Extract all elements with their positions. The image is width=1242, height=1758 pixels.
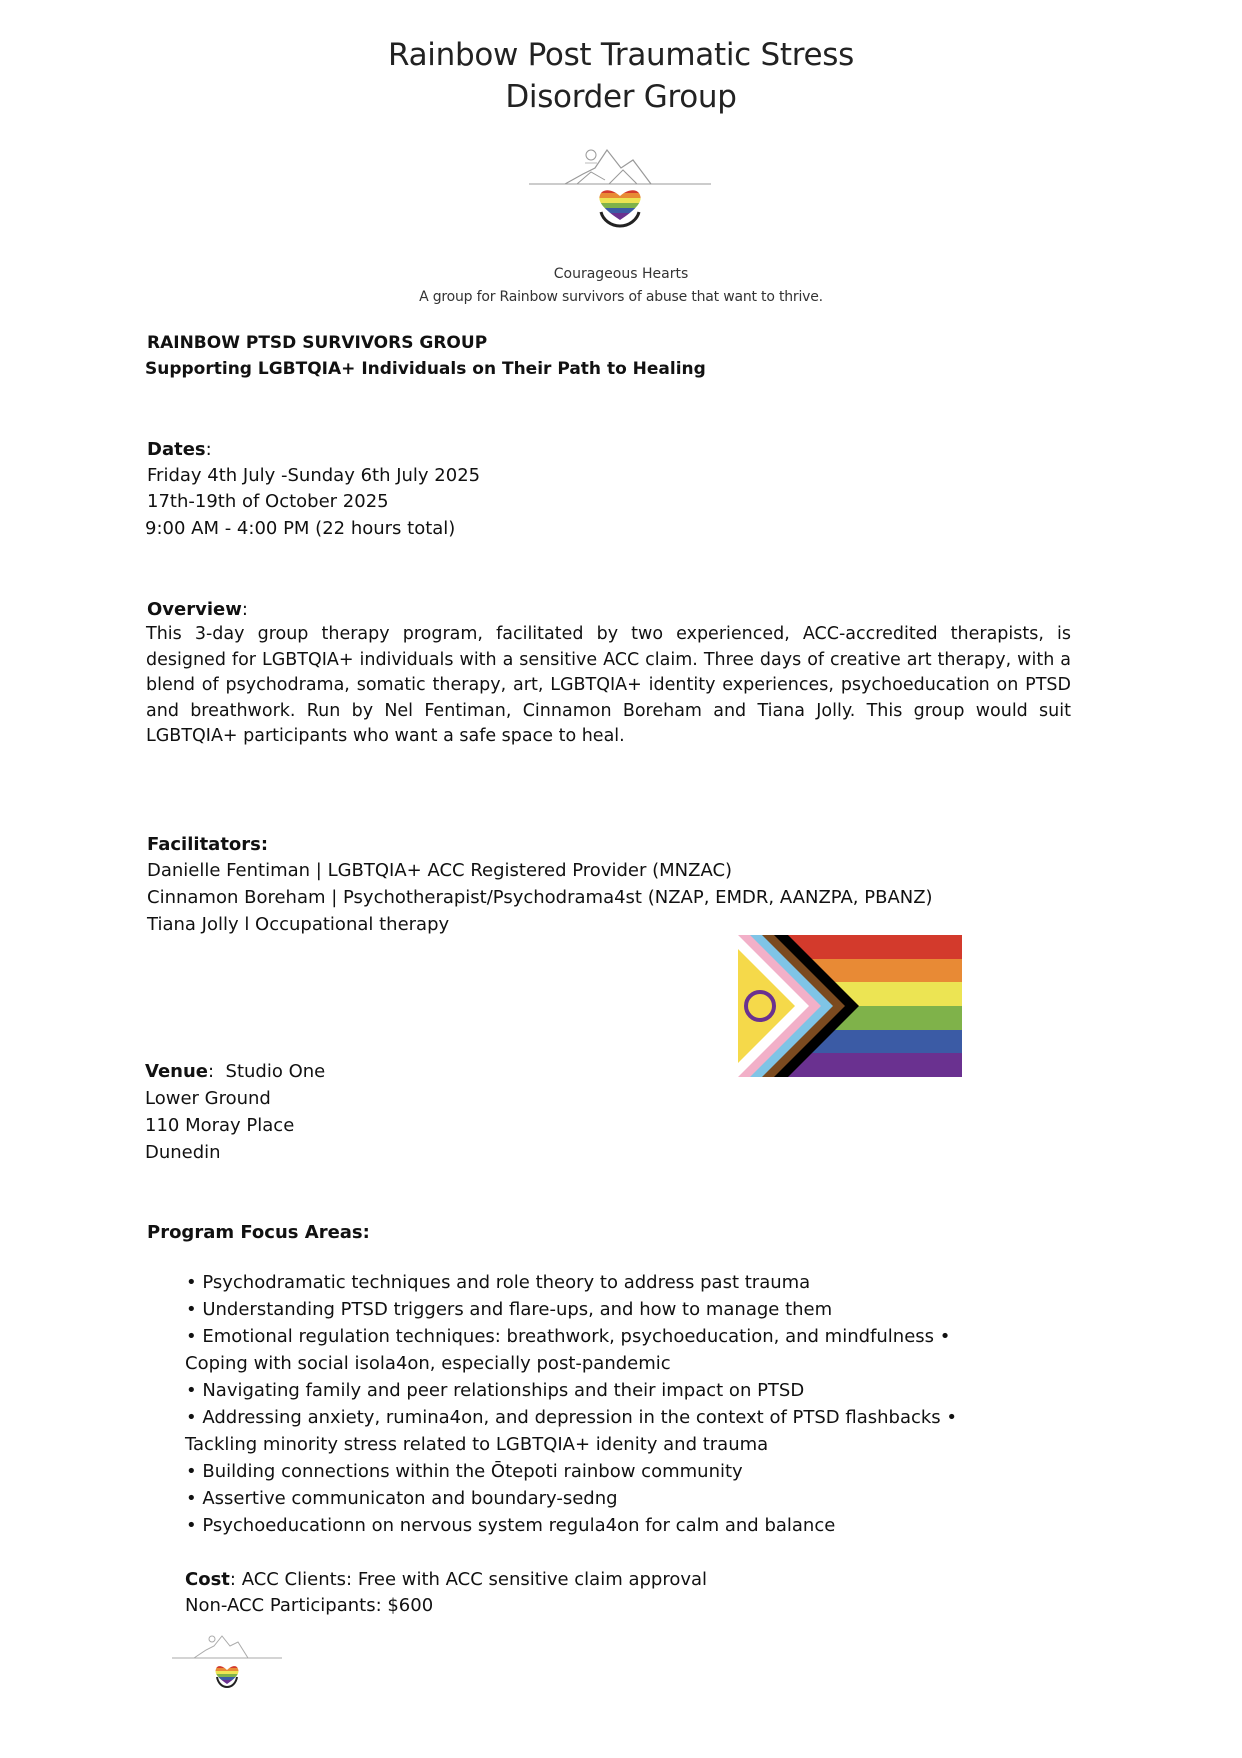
list-item: • Emotional regulation techniques: breathwork, psychoeducation, and mindfulness • — [186, 1326, 951, 1347]
dates-heading: Dates: — [147, 439, 212, 460]
venue-line: 110 Moray Place — [145, 1115, 295, 1136]
intro-heading: RAINBOW PTSD SURVIVORS GROUP — [147, 333, 488, 353]
tagline-text: A group for Rainbow survivors of abuse that want to thrive. — [419, 289, 823, 305]
list-item: Coping with social isola4on, especially post-pandemic — [185, 1353, 671, 1374]
overview-heading: Overview: — [147, 599, 248, 620]
list-item: • Assertive communicaton and boundary-sedng — [186, 1488, 618, 1509]
list-item: • Understanding PTSD triggers and flare-ups, and how to manage them — [186, 1299, 833, 1320]
footer-logo — [170, 1630, 285, 1700]
title-line-1: Rainbow Post Traumatic Stress — [388, 37, 854, 73]
venue-name: Studio One — [225, 1061, 326, 1082]
page-title — [0, 34, 1242, 118]
progress-pride-flag — [738, 935, 962, 1081]
venue-line: Dunedin — [145, 1142, 221, 1163]
facilitator-item: Cinnamon Boreham | Psychotherapist/Psychodrama4st (NZAP, EMDR, AANZPA, PBANZ) — [147, 887, 933, 908]
tagline-name: Courageous Hearts — [553, 266, 689, 282]
list-item: • Psychodramatic techniques and role theory to address past trauma — [186, 1272, 811, 1293]
cost-acc: ACC Clients: Free with ACC sensitive claim approval — [241, 1569, 708, 1590]
facilitator-item: Danielle Fentiman | LGBTQIA+ ACC Registered Provider (MNZAC) — [147, 860, 733, 881]
facilitators-heading: Facilitators: — [147, 834, 269, 855]
list-item: • Navigating family and peer relationships and their impact on PTSD — [186, 1380, 805, 1401]
date-item: 17th-19th of October 2025 — [147, 491, 389, 512]
time-item: 9:00 AM - 4:00 PM (22 hours total) — [145, 518, 456, 539]
title-line-2: Disorder Group — [505, 79, 737, 115]
rainbow-heart-icon — [595, 187, 645, 226]
cost-non-acc: Non-ACC Participants: $600 — [185, 1595, 434, 1616]
cost-line: Cost: ACC Clients: Free with ACC sensitive claim approval — [185, 1569, 708, 1590]
overview-paragraph: This 3-day group therapy program, facilitated by two experienced, ACC-accredited therapists, is designed for LGBTQIA+ individuals with a sensitive ACC claim. Three days of creative art therapy, with a blend of psychodrama, somatic therapy, art, LGBTQIA+ identity experiences, psychoeducation on PTSD and breathwork. Run by Nel Fentiman, Cinnamon Boreham and Tiana Jolly. This group would suit LGBTQIA+ participants who want a safe space to heal. — [146, 624, 1071, 746]
list-item: Tackling minority stress related to LGBTQIA+ idenity and trauma — [185, 1434, 769, 1455]
venue-heading: Venue: Studio One — [145, 1061, 326, 1082]
rainbow-heart-icon — [212, 1664, 242, 1687]
facilitator-item: Tiana Jolly l Occupational therapy — [147, 914, 450, 935]
date-item: Friday 4th July -Sunday 6th July 2025 — [147, 465, 481, 486]
list-item: • Building connections within the Ōtepoti rainbow community — [186, 1461, 743, 1482]
mountain-heart-logo — [525, 140, 715, 244]
focus-list — [185, 1270, 958, 1540]
venue-line: Lower Ground — [145, 1088, 271, 1109]
focus-heading: Program Focus Areas: — [147, 1222, 370, 1243]
list-item: • Psychoeducationn on nervous system regula4on for calm and balance — [186, 1515, 836, 1536]
list-item: • Addressing anxiety, rumina4on, and depression in the context of PTSD flashbacks • — [186, 1407, 958, 1428]
intro-subheading: Supporting LGBTQIA+ Individuals on Their Path to Healing — [145, 359, 706, 379]
